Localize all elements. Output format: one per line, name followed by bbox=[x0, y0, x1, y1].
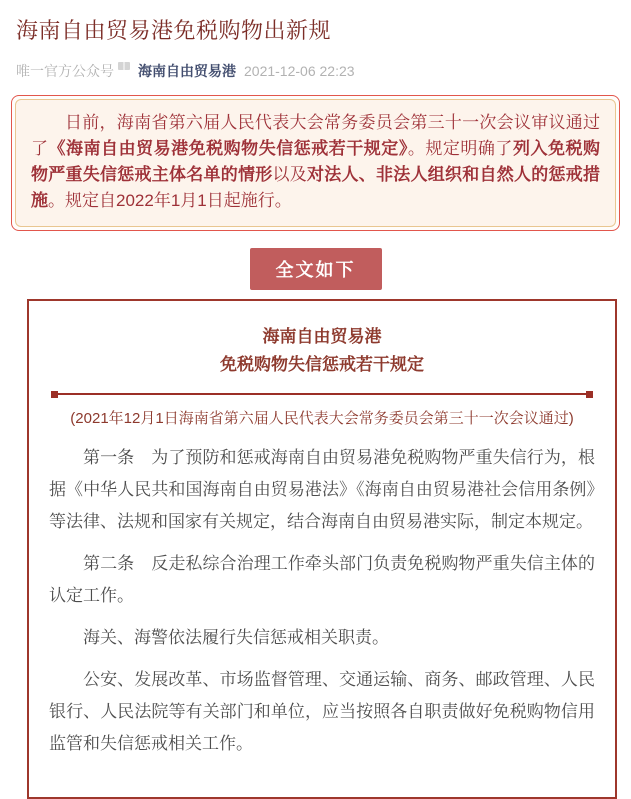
document-paragraph-3: 海关、海警依法履行失信惩戒相关职责。 bbox=[83, 628, 389, 647]
document-paragraph-2: 第二条 反走私综合治理工作牵头部门负责免税购物严重失信主体的认定工作。 bbox=[49, 554, 595, 605]
byline-label: 唯一官方公众号 bbox=[16, 63, 114, 79]
document-title-line2: 免税购物失信惩戒若干规定 bbox=[220, 355, 424, 374]
document-title-line1: 海南自由贸易港 bbox=[262, 327, 382, 346]
summary-segment: 日前，海南省第六届人民代表大会常务委员会第三十一次会议审议通过了 bbox=[31, 113, 600, 158]
summary-segment: 。规定明确了 bbox=[407, 139, 513, 158]
divider-with-end-dots bbox=[51, 393, 593, 395]
byline-badge-icon bbox=[118, 62, 130, 70]
summary-notice-inner bbox=[15, 99, 616, 227]
page-title: 海南自由贸易港免税购物出新规 bbox=[16, 18, 332, 43]
summary-text bbox=[31, 110, 600, 214]
summary-segment-bold: 对法人、非法人组织和自然人的惩戒措施 bbox=[31, 165, 600, 210]
summary-segment: 以及 bbox=[272, 165, 307, 184]
document-paragraph-4: 公安、发展改革、市场监督管理、交通运输、商务、邮政管理、人民银行、人民法院等有关部门和单位，应当按照各自职责做好免税购物信用监管和失信惩戒相关工作。 bbox=[49, 670, 595, 753]
account-link[interactable]: 海南自由贸易港 bbox=[138, 63, 236, 79]
document-passed-line: (2021年12月1日海南省第六届人民代表大会常务委员会第三十一次会议通过) bbox=[70, 410, 574, 427]
regulation-document-box bbox=[27, 299, 617, 799]
document-paragraph-1: 第一条 为了预防和惩戒海南自由贸易港免税购物严重失信行为，根据《中华人民共和国海南自由贸易港法》《海南自由贸易港社会信用条例》等法律、法规和国家有关规定，结合海南自由贸易港实际，制定本规定。 bbox=[49, 448, 595, 531]
summary-notice-box bbox=[11, 95, 620, 231]
summary-segment: 。规定自2022年1月1日起施行。 bbox=[48, 191, 292, 210]
summary-segment-bold: 《海南自由贸易港免税购物失信惩戒若干规定》 bbox=[48, 139, 408, 158]
fulltext-banner: 全文如下 bbox=[250, 248, 382, 290]
byline bbox=[16, 61, 615, 81]
publish-date: 2021-12-06 22:23 bbox=[244, 63, 355, 79]
summary-segment-bold: 列入免税购物严重失信惩戒主体名单的情形 bbox=[31, 139, 600, 184]
